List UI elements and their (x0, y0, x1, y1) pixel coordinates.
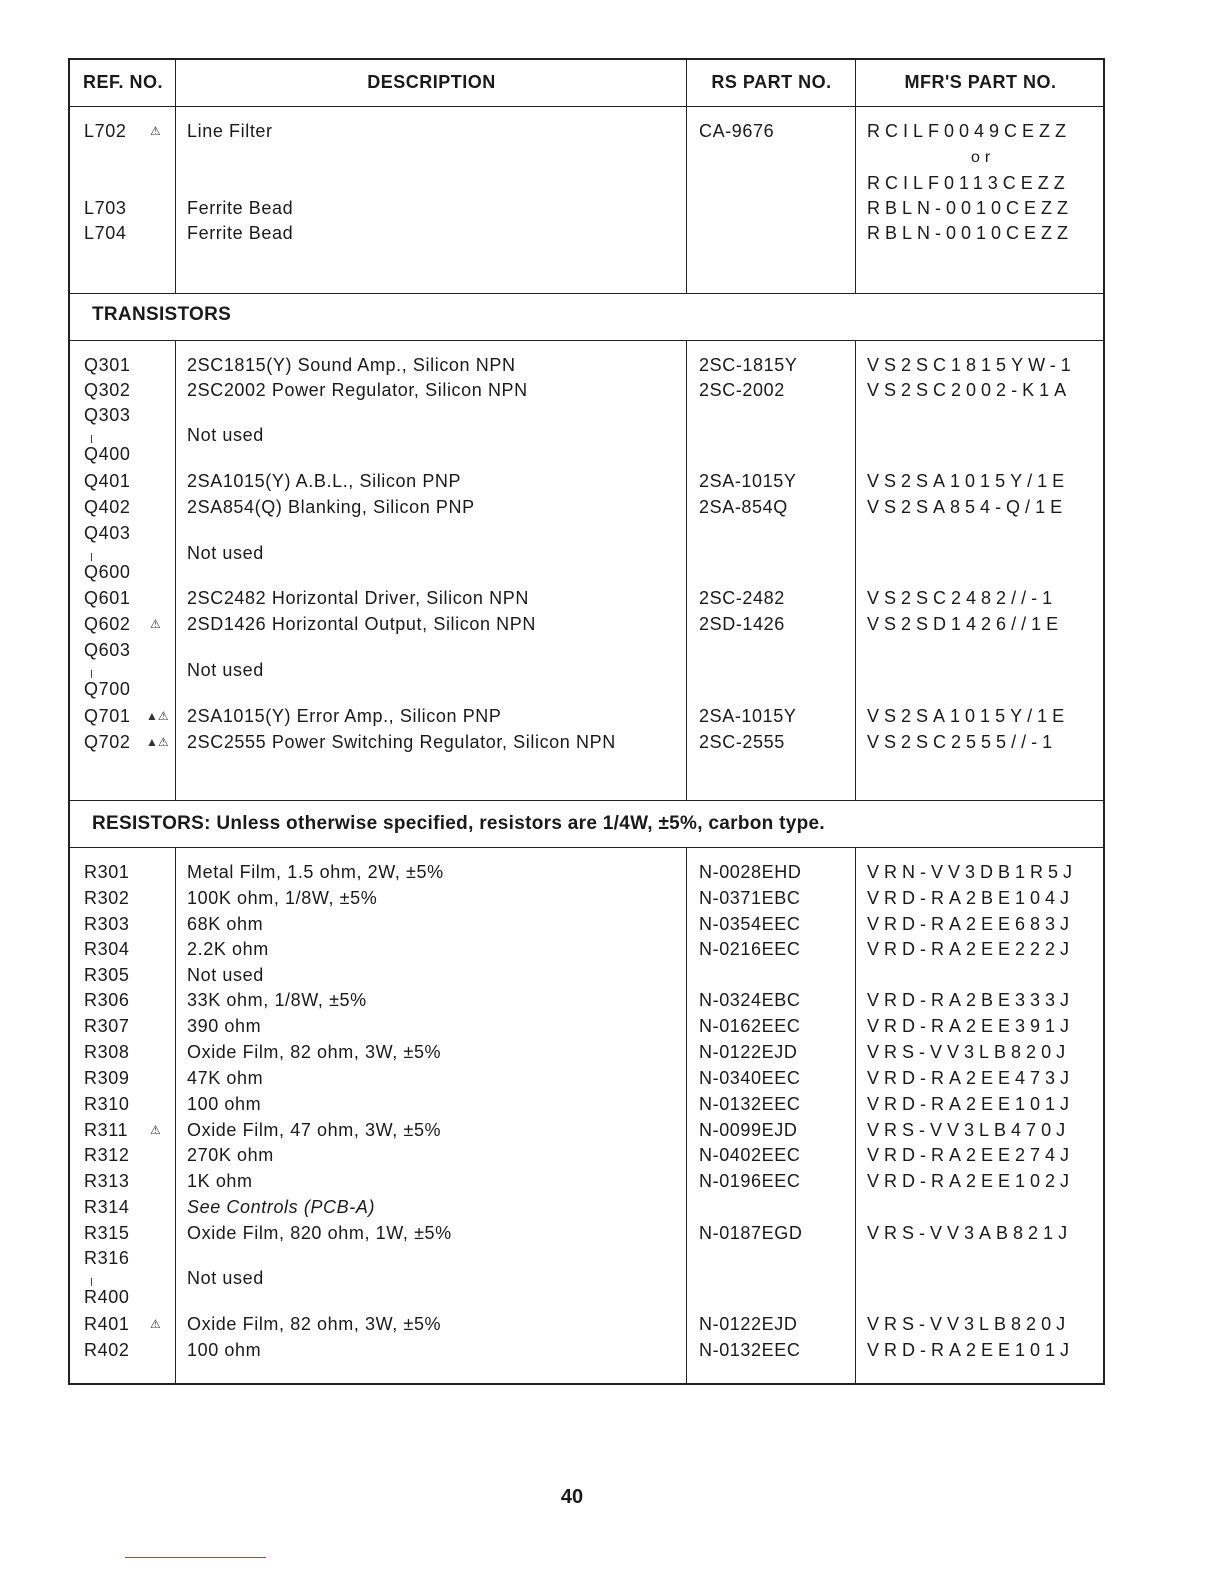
rs-part-cell: N-0371EBC (699, 888, 801, 908)
ref-cell: R402 (84, 1340, 130, 1360)
mfr-part-cell: VS2SC2482//-1 (867, 588, 1058, 608)
mfr-part-cell: VRD-RA2BE104J (867, 888, 1075, 908)
description-cell: 2SC2482 Horizontal Driver, Silicon NPN (187, 588, 529, 608)
mfr-part-cell: VRN-VV3DB1R5J (867, 862, 1078, 882)
description-cell: 68K ohm (187, 914, 264, 934)
description-cell: 2SA854(Q) Blanking, Silicon PNP (187, 497, 475, 517)
ref-cell: R312 (84, 1145, 130, 1165)
safety-warning-icon: ▲⚠ (146, 735, 169, 749)
mfr-part-cell: VRD-RA2EE274J (867, 1145, 1075, 1165)
mfr-l702-alt: RCILF0113CEZZ (867, 173, 1070, 193)
mfr-l702: RCILF0049CEZZ (867, 121, 1072, 141)
rs-part-cell: N-0402EEC (699, 1145, 801, 1165)
table-header (70, 60, 1103, 107)
ref-cell: Q702 (84, 732, 131, 752)
column-divider (175, 60, 176, 294)
safety-warning-icon: ⚠ (150, 1317, 161, 1331)
rs-part-cell: N-0122EJD (699, 1042, 798, 1062)
rs-part-cell: N-0132EEC (699, 1094, 801, 1114)
description-cell: 270K ohm (187, 1145, 274, 1165)
mfr-l704: RBLN-0010CEZZ (867, 223, 1074, 243)
section-divider (70, 800, 1103, 801)
description-cell: Not used (187, 543, 264, 563)
ref-cell: R306 (84, 990, 130, 1010)
column-divider (686, 60, 687, 294)
description-cell: 100 ohm (187, 1340, 262, 1360)
range-mark (91, 1278, 92, 1286)
rs-part-cell: 2SC-2002 (699, 380, 785, 400)
description-cell: 2SD1426 Horizontal Output, Silicon NPN (187, 614, 536, 634)
column-divider (855, 340, 856, 800)
mfr-part-cell: VRD-RA2EE101J (867, 1094, 1075, 1114)
description-cell: Oxide Film, 82 ohm, 3W, ±5% (187, 1314, 442, 1334)
rs-part-cell: 2SD-1426 (699, 614, 785, 634)
description-cell: Metal Film, 1.5 ohm, 2W, ±5% (187, 862, 444, 882)
mfr-part-cell: VRS-VV3LB470J (867, 1120, 1071, 1140)
description-cell: 47K ohm (187, 1068, 264, 1088)
desc-l704: Ferrite Bead (187, 223, 294, 243)
rs-part-cell: N-0324EBC (699, 990, 801, 1010)
mfr-part-cell: VRS-VV3AB821J (867, 1223, 1073, 1243)
ref-cell: Q603 (84, 640, 131, 660)
rs-part-cell: N-0196EEC (699, 1171, 801, 1191)
rs-part-cell: N-0216EEC (699, 939, 801, 959)
ref-l702: L702 (84, 121, 127, 141)
rs-part-cell: N-0028EHD (699, 862, 802, 882)
column-divider (855, 847, 856, 1385)
section-divider (70, 293, 1103, 294)
description-cell: Not used (187, 965, 264, 985)
rs-part-cell: 2SA-1015Y (699, 471, 797, 491)
rs-part-cell: 2SC-2482 (699, 588, 785, 608)
description-cell: See Controls (PCB-A) (187, 1197, 376, 1217)
rs-part-cell: N-0354EEC (699, 914, 801, 934)
rs-part-cell: N-0099EJD (699, 1120, 798, 1140)
description-cell: 1K ohm (187, 1171, 253, 1191)
ref-cell: Q303 (84, 405, 131, 425)
ref-cell: Q402 (84, 497, 131, 517)
ref-cell: R308 (84, 1042, 130, 1062)
ref-cell: R301 (84, 862, 130, 882)
ref-cell: R310 (84, 1094, 130, 1114)
range-mark (91, 553, 92, 561)
ref-cell: Q701 (84, 706, 131, 726)
safety-warning-icon: ▲⚠ (146, 709, 169, 723)
rs-part-cell: 2SC-2555 (699, 732, 785, 752)
description-cell: 2SC2002 Power Regulator, Silicon NPN (187, 380, 528, 400)
ref-cell: Q403 (84, 523, 131, 543)
ref-cell: R313 (84, 1171, 130, 1191)
mfr-part-cell: VS2SC2002-K1A (867, 380, 1072, 400)
description-cell: Not used (187, 660, 264, 680)
mfr-or-text: or (971, 149, 996, 166)
mfr-part-cell: VS2SA1015Y/1E (867, 471, 1070, 491)
footer-rule (125, 1557, 266, 1558)
range-mark (91, 670, 92, 678)
ref-cell: R303 (84, 914, 130, 934)
column-divider (686, 847, 687, 1385)
mfr-l703: RBLN-0010CEZZ (867, 198, 1074, 218)
header-mfr-part-no: MFR'S PART NO. (904, 72, 1057, 92)
mfr-part-cell: VS2SC1815YW-1 (867, 355, 1076, 375)
description-cell: Not used (187, 425, 264, 445)
rs-part-cell: N-0340EEC (699, 1068, 801, 1088)
mfr-part-cell: VRD-RA2EE391J (867, 1016, 1075, 1036)
ref-cell: R401 (84, 1314, 130, 1334)
mfr-part-cell: VRD-RA2EE683J (867, 914, 1075, 934)
mfr-part-cell: VS2SA1015Y/1E (867, 706, 1070, 726)
ref-cell: R309 (84, 1068, 130, 1088)
rs-part-cell: N-0187EGD (699, 1223, 803, 1243)
header-rs-part-no: RS PART NO. (711, 72, 832, 92)
ref-cell: R311 (84, 1120, 129, 1140)
description-cell: 33K ohm, 1/8W, ±5% (187, 990, 367, 1010)
rs-part-cell: N-0132EEC (699, 1340, 801, 1360)
desc-l702: Line Filter (187, 121, 273, 141)
description-cell: 100K ohm, 1/8W, ±5% (187, 888, 378, 908)
ref-cell: R316 (84, 1248, 130, 1268)
section-divider (70, 340, 1103, 341)
mfr-part-cell: VRD-RA2BE333J (867, 990, 1075, 1010)
safety-warning-icon: ⚠ (150, 617, 161, 631)
description-cell: Not used (187, 1268, 264, 1288)
ref-cell: R314 (84, 1197, 130, 1217)
ref-cell: Q401 (84, 471, 131, 491)
header-description: DESCRIPTION (367, 72, 496, 92)
column-divider (175, 340, 176, 800)
mfr-part-cell: VRS-VV3LB820J (867, 1314, 1071, 1334)
column-divider (175, 847, 176, 1385)
ref-cell: R307 (84, 1016, 130, 1036)
column-divider (686, 340, 687, 800)
ref-cell-range-end: Q700 (84, 679, 131, 699)
ref-cell-range-end: R400 (84, 1287, 130, 1307)
ref-cell-range-end: Q600 (84, 562, 131, 582)
ref-l703: L703 (84, 198, 127, 218)
ref-cell-range-end: Q400 (84, 444, 131, 464)
description-cell: 2SC1815(Y) Sound Amp., Silicon NPN (187, 355, 516, 375)
description-cell: 390 ohm (187, 1016, 262, 1036)
rs-part-cell: 2SA-854Q (699, 497, 788, 517)
safety-warning-icon: ⚠ (150, 124, 161, 138)
ref-cell: Q602 (84, 614, 131, 634)
mfr-part-cell: VS2SC2555//-1 (867, 732, 1058, 752)
mfr-part-cell: VRS-VV3LB820J (867, 1042, 1071, 1062)
mfr-part-cell: VRD-RA2EE473J (867, 1068, 1075, 1088)
section-title-transistors: TRANSISTORS (92, 304, 232, 325)
mfr-part-cell: VRD-RA2EE102J (867, 1171, 1075, 1191)
column-divider (855, 60, 856, 294)
ref-cell: Q302 (84, 380, 131, 400)
section-title-resistors: RESISTORS: Unless otherwise specified, resistors are 1/4W, ±5%, carbon type. (92, 813, 825, 834)
ref-cell: Q601 (84, 588, 131, 608)
mfr-part-cell: VRD-RA2EE222J (867, 939, 1075, 959)
header-ref-no: REF. NO. (82, 72, 163, 92)
description-cell: 2SA1015(Y) A.B.L., Silicon PNP (187, 471, 462, 491)
rs-part-cell: 2SC-1815Y (699, 355, 798, 375)
page-number: 40 (560, 1486, 584, 1508)
ref-l704: L704 (84, 223, 127, 243)
parts-list-table (68, 58, 1105, 1385)
rs-part-cell: N-0162EEC (699, 1016, 801, 1036)
description-cell: Oxide Film, 820 ohm, 1W, ±5% (187, 1223, 452, 1243)
ref-cell: R304 (84, 939, 130, 959)
ref-cell: R315 (84, 1223, 130, 1243)
description-cell: 2SC2555 Power Switching Regulator, Silicon NPN (187, 732, 616, 752)
description-cell: 2SA1015(Y) Error Amp., Silicon PNP (187, 706, 502, 726)
section-divider (70, 847, 1103, 848)
rs-part-cell: N-0122EJD (699, 1314, 798, 1334)
description-cell: 100 ohm (187, 1094, 262, 1114)
description-cell: Oxide Film, 47 ohm, 3W, ±5% (187, 1120, 442, 1140)
safety-warning-icon: ⚠ (150, 1123, 161, 1137)
desc-l703: Ferrite Bead (187, 198, 294, 218)
description-cell: 2.2K ohm (187, 939, 269, 959)
mfr-part-cell: VS2SD1426//1E (867, 614, 1064, 634)
range-mark (91, 435, 92, 443)
ref-cell: Q301 (84, 355, 131, 375)
ref-cell: R302 (84, 888, 130, 908)
description-cell: Oxide Film, 82 ohm, 3W, ±5% (187, 1042, 442, 1062)
rs-l702: CA-9676 (699, 121, 775, 141)
ref-cell: R305 (84, 965, 130, 985)
mfr-part-cell: VS2SA854-Q/1E (867, 497, 1068, 517)
mfr-part-cell: VRD-RA2EE101J (867, 1340, 1075, 1360)
rs-part-cell: 2SA-1015Y (699, 706, 797, 726)
